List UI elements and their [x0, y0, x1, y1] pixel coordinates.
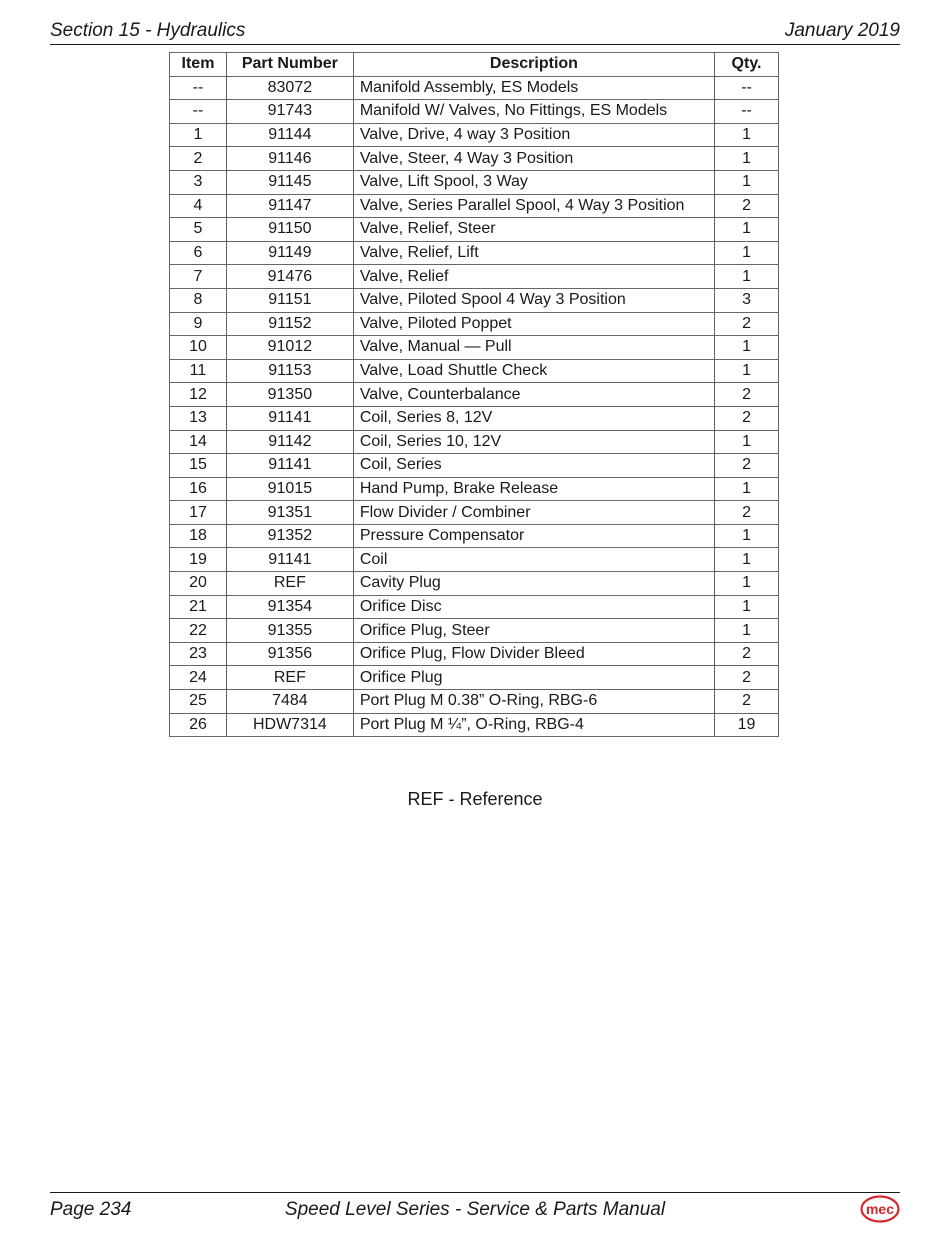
- cell-description: Valve, Relief, Steer: [353, 218, 714, 242]
- table-row: [170, 100, 779, 124]
- cell-part-number: REF: [226, 666, 353, 690]
- cell-part-number: 91355: [226, 619, 353, 643]
- cell-qty: 2: [715, 690, 779, 714]
- cell-item: 4: [170, 194, 227, 218]
- cell-item: --: [170, 76, 227, 100]
- cell-qty: 1: [715, 241, 779, 265]
- table-row: [170, 406, 779, 430]
- cell-description: Orifice Plug: [353, 666, 714, 690]
- cell-qty: --: [715, 76, 779, 100]
- cell-qty: 1: [715, 123, 779, 147]
- page-footer: [50, 1192, 900, 1233]
- cell-description: Manifold Assembly, ES Models: [353, 76, 714, 100]
- page-number: Page 234: [50, 1199, 132, 1220]
- cell-item: 21: [170, 595, 227, 619]
- column-header-description: Description: [353, 53, 714, 77]
- cell-description: Manifold W/ Valves, No Fittings, ES Models: [353, 100, 714, 124]
- section-title: Section 15 - Hydraulics: [50, 20, 246, 41]
- cell-item: 11: [170, 359, 227, 383]
- table-row: [170, 430, 779, 454]
- cell-description: Coil, Series 8, 12V: [353, 406, 714, 430]
- table-row: [170, 477, 779, 501]
- cell-item: 9: [170, 312, 227, 336]
- cell-part-number: HDW7314: [226, 713, 353, 737]
- cell-qty: 1: [715, 218, 779, 242]
- cell-item: --: [170, 100, 227, 124]
- table-row: [170, 548, 779, 572]
- cell-part-number: 91012: [226, 336, 353, 360]
- cell-description: Coil, Series 10, 12V: [353, 430, 714, 454]
- table-row: [170, 690, 779, 714]
- cell-description: Port Plug M 0.38” O-Ring, RBG-6: [353, 690, 714, 714]
- cell-description: Flow Divider / Combiner: [353, 501, 714, 525]
- cell-item: 22: [170, 619, 227, 643]
- table-header-row: [170, 53, 779, 77]
- table-row: [170, 336, 779, 360]
- cell-description: Pressure Compensator: [353, 524, 714, 548]
- cell-item: 2: [170, 147, 227, 171]
- cell-part-number: 91142: [226, 430, 353, 454]
- cell-part-number: 91147: [226, 194, 353, 218]
- mec-logo-icon: [860, 1195, 900, 1223]
- cell-item: 16: [170, 477, 227, 501]
- cell-description: Valve, Steer, 4 Way 3 Position: [353, 147, 714, 171]
- table-row: [170, 595, 779, 619]
- cell-part-number: 91152: [226, 312, 353, 336]
- cell-qty: --: [715, 100, 779, 124]
- cell-qty: 3: [715, 288, 779, 312]
- cell-part-number: 91356: [226, 642, 353, 666]
- cell-part-number: 7484: [226, 690, 353, 714]
- cell-description: Coil: [353, 548, 714, 572]
- table-row: [170, 123, 779, 147]
- cell-item: 13: [170, 406, 227, 430]
- cell-description: Valve, Relief: [353, 265, 714, 289]
- cell-item: 1: [170, 123, 227, 147]
- table-row: [170, 501, 779, 525]
- table-row: [170, 359, 779, 383]
- cell-qty: 1: [715, 524, 779, 548]
- cell-item: 17: [170, 501, 227, 525]
- manual-title: Speed Level Series - Service & Parts Manual: [284, 1199, 666, 1220]
- cell-description: Port Plug M ¼”, O-Ring, RBG-4: [353, 713, 714, 737]
- cell-qty: 2: [715, 312, 779, 336]
- cell-part-number: 91015: [226, 477, 353, 501]
- table-row: [170, 642, 779, 666]
- page-header: [50, 18, 900, 45]
- cell-description: Orifice Disc: [353, 595, 714, 619]
- cell-item: 24: [170, 666, 227, 690]
- table-row: [170, 76, 779, 100]
- cell-part-number: 91153: [226, 359, 353, 383]
- cell-item: 8: [170, 288, 227, 312]
- cell-description: Cavity Plug: [353, 572, 714, 596]
- cell-part-number: 91352: [226, 524, 353, 548]
- cell-qty: 1: [715, 336, 779, 360]
- cell-qty: 1: [715, 477, 779, 501]
- cell-part-number: 91476: [226, 265, 353, 289]
- cell-part-number: 83072: [226, 76, 353, 100]
- cell-item: 15: [170, 454, 227, 478]
- cell-part-number: 91151: [226, 288, 353, 312]
- reference-legend: REF - Reference: [407, 789, 543, 809]
- cell-part-number: 91351: [226, 501, 353, 525]
- cell-qty: 1: [715, 595, 779, 619]
- cell-description: Valve, Piloted Poppet: [353, 312, 714, 336]
- cell-qty: 2: [715, 406, 779, 430]
- cell-qty: 1: [715, 430, 779, 454]
- cell-qty: 2: [715, 666, 779, 690]
- cell-description: Valve, Relief, Lift: [353, 241, 714, 265]
- column-header-qty: Qty.: [715, 53, 779, 77]
- cell-qty: 2: [715, 642, 779, 666]
- cell-part-number: 91144: [226, 123, 353, 147]
- cell-part-number: 91150: [226, 218, 353, 242]
- parts-table: [169, 52, 779, 737]
- table-row: [170, 619, 779, 643]
- table-row: [170, 713, 779, 737]
- cell-item: 7: [170, 265, 227, 289]
- cell-item: 20: [170, 572, 227, 596]
- cell-part-number: 91354: [226, 595, 353, 619]
- cell-qty: 1: [715, 548, 779, 572]
- cell-qty: 1: [715, 147, 779, 171]
- cell-item: 10: [170, 336, 227, 360]
- cell-item: 5: [170, 218, 227, 242]
- cell-item: 14: [170, 430, 227, 454]
- cell-part-number: 91743: [226, 100, 353, 124]
- cell-qty: 2: [715, 501, 779, 525]
- cell-description: Valve, Series Parallel Spool, 4 Way 3 Position: [353, 194, 714, 218]
- cell-item: 18: [170, 524, 227, 548]
- cell-description: Valve, Load Shuttle Check: [353, 359, 714, 383]
- cell-part-number: 91141: [226, 548, 353, 572]
- table-row: [170, 454, 779, 478]
- cell-description: Orifice Plug, Flow Divider Bleed: [353, 642, 714, 666]
- column-header-part-number: Part Number: [226, 53, 353, 77]
- cell-part-number: 91146: [226, 147, 353, 171]
- column-header-item: Item: [170, 53, 227, 77]
- cell-description: Hand Pump, Brake Release: [353, 477, 714, 501]
- cell-item: 23: [170, 642, 227, 666]
- cell-item: 12: [170, 383, 227, 407]
- table-row: [170, 383, 779, 407]
- cell-description: Valve, Piloted Spool 4 Way 3 Position: [353, 288, 714, 312]
- header-date: January 2019: [784, 20, 900, 41]
- cell-qty: 2: [715, 194, 779, 218]
- cell-qty: 1: [715, 265, 779, 289]
- cell-description: Valve, Drive, 4 way 3 Position: [353, 123, 714, 147]
- table-row: [170, 288, 779, 312]
- table-row: [170, 524, 779, 548]
- cell-item: 25: [170, 690, 227, 714]
- cell-description: Orifice Plug, Steer: [353, 619, 714, 643]
- table-row: [170, 241, 779, 265]
- logo-text: mec: [865, 1201, 895, 1217]
- cell-qty: 2: [715, 454, 779, 478]
- cell-part-number: REF: [226, 572, 353, 596]
- cell-item: 3: [170, 170, 227, 194]
- cell-description: Valve, Lift Spool, 3 Way: [353, 170, 714, 194]
- cell-part-number: 91350: [226, 383, 353, 407]
- cell-part-number: 91145: [226, 170, 353, 194]
- table-row: [170, 572, 779, 596]
- cell-qty: 1: [715, 170, 779, 194]
- table-row: [170, 194, 779, 218]
- cell-qty: 2: [715, 383, 779, 407]
- cell-qty: 1: [715, 619, 779, 643]
- cell-part-number: 91141: [226, 454, 353, 478]
- cell-item: 26: [170, 713, 227, 737]
- parts-table-body: [170, 76, 779, 737]
- cell-qty: 19: [715, 713, 779, 737]
- cell-description: Valve, Manual — Pull: [353, 336, 714, 360]
- cell-item: 6: [170, 241, 227, 265]
- table-row: [170, 147, 779, 171]
- table-row: [170, 170, 779, 194]
- table-row: [170, 265, 779, 289]
- table-row: [170, 666, 779, 690]
- cell-qty: 1: [715, 572, 779, 596]
- cell-part-number: 91141: [226, 406, 353, 430]
- cell-part-number: 91149: [226, 241, 353, 265]
- cell-item: 19: [170, 548, 227, 572]
- cell-description: Valve, Counterbalance: [353, 383, 714, 407]
- table-row: [170, 218, 779, 242]
- cell-qty: 1: [715, 359, 779, 383]
- cell-description: Coil, Series: [353, 454, 714, 478]
- table-row: [170, 312, 779, 336]
